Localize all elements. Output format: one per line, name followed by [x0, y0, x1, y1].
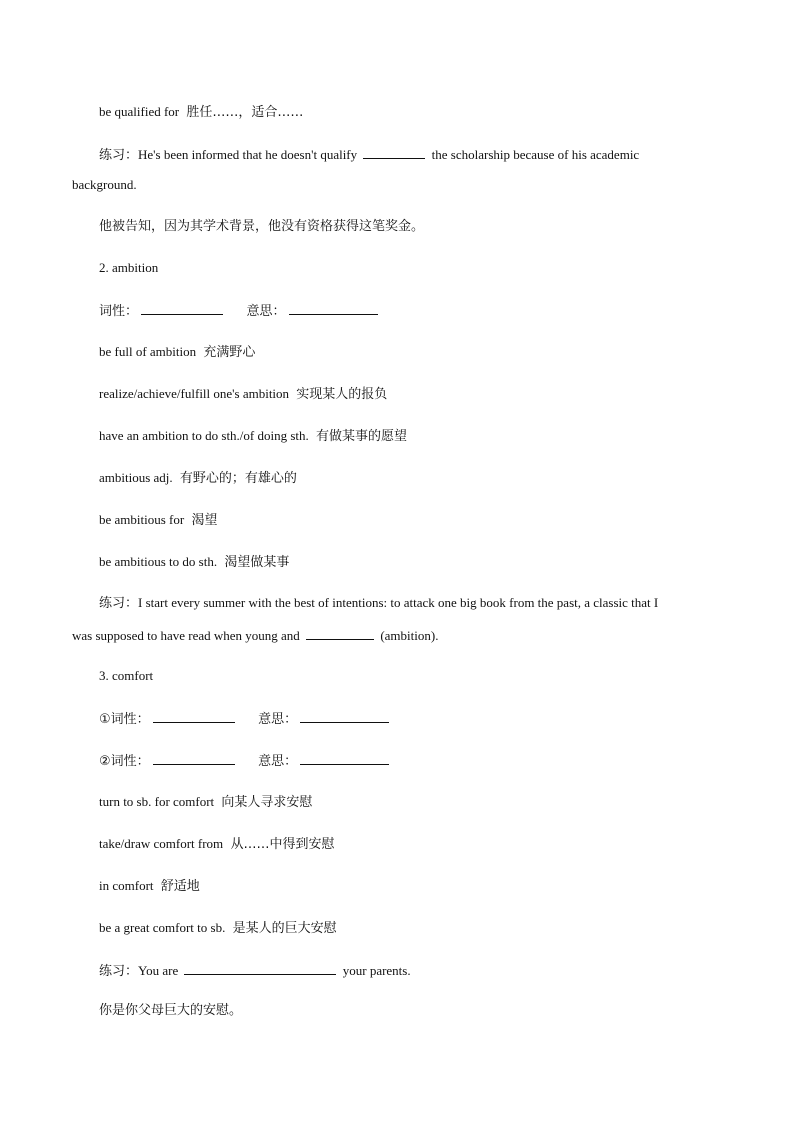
pos-blank[interactable]: [141, 301, 223, 315]
section-heading-ambition: 2. ambition: [99, 260, 159, 275]
phrase-take-comfort-from: take/draw comfort from 从……中得到安慰: [99, 836, 335, 852]
meaning-blank[interactable]: [300, 709, 389, 723]
pos-blank[interactable]: [153, 709, 235, 723]
phrase-turn-to-for-comfort: turn to sb. for comfort 向某人寻求安慰: [99, 794, 313, 810]
answer-blank[interactable]: [306, 626, 374, 640]
answer-blank[interactable]: [363, 145, 425, 159]
pos-meaning-row-1: ①词性： 意思：: [99, 709, 392, 729]
translation-1: 他被告知，因为其学术背景，他没有资格获得这笔奖金。: [99, 219, 425, 234]
translation-3: 你是你父母巨大的安慰。: [99, 1003, 243, 1018]
answer-blank[interactable]: [184, 961, 336, 975]
phrase-in-comfort: in comfort 舒适地: [99, 878, 200, 894]
pos-meaning-row-2: ②词性： 意思：: [99, 751, 392, 771]
phrase-realize-ambition: realize/achieve/fulfill one's ambition 实现某人的报负: [99, 386, 388, 402]
phrase-full-of-ambition: be full of ambition 充满野心: [99, 344, 256, 360]
phrase-have-an-ambition: have an ambition to do sth./of doing sth. 有做某事的愿望: [99, 428, 408, 444]
exercise-2: 练习：I start every summer with the best of intentions: to attack one big book from the past, a classic that I: [99, 595, 659, 611]
phrase-ambitious-to-do: be ambitious to do sth. 渴望做某事: [99, 554, 290, 570]
phrase-ambitious-adj: ambitious adj. 有野心的；有雄心的: [99, 470, 297, 486]
phrase-be-qualified-for: be qualified for 胜任……，适合……: [99, 104, 304, 120]
meaning-blank[interactable]: [300, 751, 389, 765]
section-heading-comfort: 3. comfort: [99, 668, 154, 683]
exercise-3: 练习：You are your parents.: [99, 963, 411, 979]
exercise-2-continued: was supposed to have read when young and (ambition).: [72, 628, 439, 643]
meaning-blank[interactable]: [289, 301, 378, 315]
phrase-great-comfort: be a great comfort to sb. 是某人的巨大安慰: [99, 920, 337, 936]
exercise-1-continued: background.: [72, 177, 137, 192]
exercise-1: 练习：He's been informed that he doesn't qualify the scholarship because of his academic: [99, 147, 640, 163]
pos-meaning-row: 词性： 意思：: [99, 301, 381, 321]
pos-blank[interactable]: [153, 751, 235, 765]
phrase-ambitious-for: be ambitious for 渴望: [99, 512, 218, 528]
